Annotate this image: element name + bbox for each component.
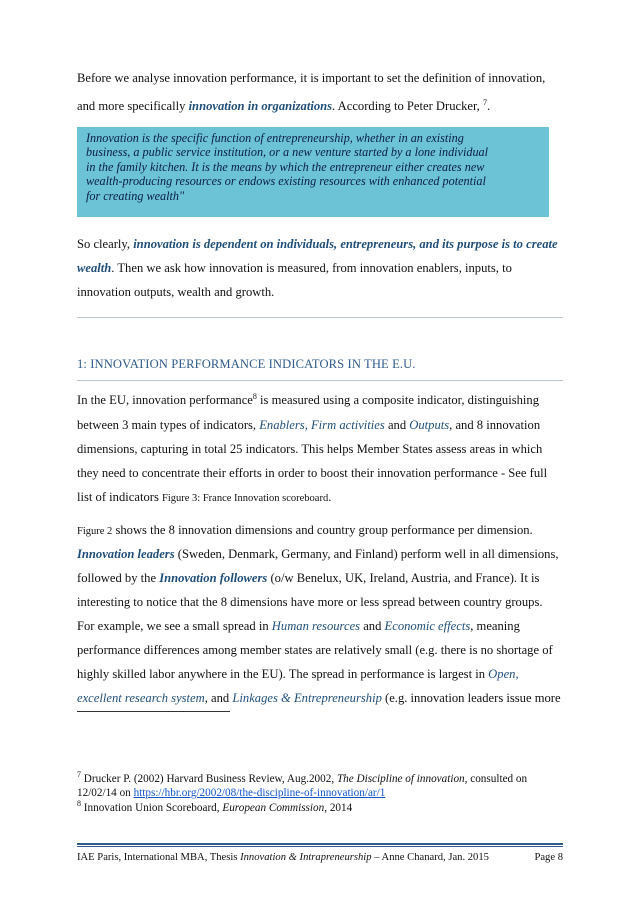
body-text: highly skilled labor anywhere in the EU). The spread in performance is largest in	[77, 667, 489, 681]
emphasis-innovation-in-organizations: innovation in organizations	[188, 99, 333, 113]
quote-line: Innovation is the specific function of entrepreneurship, whether in an existing	[86, 131, 464, 145]
body-text: and	[360, 619, 385, 633]
quote-line: wealth-producing resources or endows existing resources with enhanced potential	[86, 174, 486, 189]
body-text: , and	[204, 691, 233, 705]
emphasis-wealth: wealth	[77, 261, 112, 275]
quote-line: for creating wealth"	[86, 188, 185, 203]
body-text: For example, we see a small spread in	[77, 619, 272, 633]
body-text: (o/w Benelux, UK, Ireland, Austria, and France). It is	[267, 571, 540, 585]
para1-line-1	[77, 393, 539, 408]
body-text: between 3 main types of indicators,	[77, 418, 260, 432]
footnote-ref-8[interactable]: 8	[252, 392, 257, 401]
emphasis-outputs: Outputs	[409, 418, 450, 432]
emphasis-open: Open,	[488, 667, 519, 681]
body-text: is measured using a composite indicator, distinguishing	[256, 393, 540, 407]
emphasis-linkages-entrepreneurship: Linkages & Entrepreneurship	[232, 691, 382, 705]
section-heading: 1: INNOVATION PERFORMANCE INDICATORS IN THE E.U.	[77, 357, 416, 371]
para1-line-3	[77, 442, 542, 457]
body-text: dimensions, capturing in total 25 indicators. This helps Member States assess areas in which	[77, 442, 543, 456]
body-text: they need to concentrate their efforts in order to boost their innovation performance - See full	[77, 466, 548, 480]
body-text: followed by the	[77, 571, 160, 585]
body-text: .	[328, 490, 332, 504]
body-text: (e.g. innovation leaders issue more	[381, 691, 561, 705]
footnote-title: The Discipline of innovation	[336, 773, 465, 785]
footnote-text: , consulted on	[464, 773, 528, 785]
body-text: interesting to notice that the 8 dimensions have more or less spread between country groups.	[77, 595, 543, 609]
page-footer	[77, 852, 563, 863]
body-text: performance differences among member states are relatively small (e.g. there is no shortage of	[77, 643, 553, 657]
page-number: Page 8	[534, 852, 563, 863]
emphasis-economic-effects: Economic effects	[384, 619, 471, 633]
intro-line-1	[77, 71, 545, 86]
drucker-quote	[86, 131, 542, 203]
section-divider-top	[77, 317, 563, 318]
footnote-separator	[77, 711, 230, 712]
emphasis-excellent-research-system: excellent research system	[77, 691, 205, 705]
hbr-article-link[interactable]: https://hbr.org/2002/08/the-discipline-of-innovation/ar/1	[133, 787, 386, 799]
clearly-line-3	[77, 285, 274, 300]
para2-line-4	[77, 595, 543, 610]
para2-line-3	[77, 571, 539, 586]
footnote-8	[77, 799, 353, 814]
footer-rule	[77, 843, 563, 845]
intro-text: and more specifically	[77, 99, 189, 113]
figure-2-reference[interactable]: Figure 2	[77, 526, 113, 537]
emphasis-innovation-followers: Innovation followers	[159, 571, 268, 585]
intro-text: .	[486, 99, 491, 113]
footnote-text: 12/02/14 on	[77, 787, 134, 799]
footnote-text: Drucker P. (2002) Harvard Business Review, Aug.2002,	[81, 773, 337, 785]
para2-line-2	[77, 547, 559, 562]
para2-line-8	[77, 691, 561, 706]
para1-line-2	[77, 418, 540, 433]
footnote-8-number: 8	[77, 799, 81, 808]
para1-line-4	[77, 466, 547, 481]
body-text: , and 8 innovation	[449, 418, 541, 432]
intro-text: Before we analyse innovation performance, it is important to set the definition of innovation,	[77, 71, 546, 85]
body-text: and	[384, 418, 410, 432]
quote-line: business, a public service institution, or a new venture started by a lone individual	[86, 145, 489, 160]
intro-text: . According to Peter Drucker,	[332, 99, 483, 113]
footnote-text: , 2014	[324, 802, 353, 814]
emphasis-innovation-leaders: Innovation leaders	[77, 547, 175, 561]
body-text: . Then we ask how innovation is measured, from innovation enablers, inputs, to	[111, 261, 512, 275]
body-text: In the EU, innovation performance	[77, 393, 253, 407]
footer-thesis-title: Innovation & Intrapreneurship	[240, 852, 372, 863]
body-text: list of indicators	[77, 490, 162, 504]
footnote-7-line-1	[77, 770, 528, 785]
body-text: (Sweden, Denmark, Germany, and Finland) perform well in all dimensions,	[174, 547, 559, 561]
quote-line: in the family kitchen. It is the means by which the entrepreneur either creates new	[86, 159, 485, 174]
para2-line-1	[77, 523, 533, 538]
body-text: , meaning	[470, 619, 520, 633]
drucker-quote-box	[77, 127, 549, 217]
emphasis-human-resources: Human resources	[271, 619, 361, 633]
figure-3-reference[interactable]: Figure 3: France Innovation scoreboard	[162, 493, 329, 504]
footnote-ref-7[interactable]: 7	[482, 98, 487, 107]
clearly-line-2	[77, 261, 512, 276]
para1-line-5	[77, 490, 331, 505]
emphasis-enablers-firm-activities: Enablers, Firm activities	[259, 418, 385, 432]
para2-line-6	[77, 643, 553, 658]
body-text: shows the 8 innovation dimensions and country group performance per dimension.	[112, 523, 533, 537]
footnote-text: Innovation Union Scoreboard,	[81, 802, 223, 814]
para2-line-7	[77, 667, 519, 682]
intro-line-2	[77, 99, 490, 114]
footnote-7-line-2	[77, 787, 385, 799]
footer-text: – Anne Chanard, Jan. 2015	[371, 852, 489, 863]
emphasis-innovation-dependent: innovation is dependent on individuals, entrepreneurs, and its purpose is to create	[133, 237, 558, 251]
footer-rule-thin	[77, 846, 563, 847]
footer-text: IAE Paris, International MBA, Thesis	[77, 852, 241, 863]
para2-line-5	[77, 619, 520, 634]
body-text: So clearly,	[77, 237, 134, 251]
footnote-7-number: 7	[77, 770, 81, 779]
clearly-line-1	[77, 237, 558, 252]
body-text: innovation outputs, wealth and growth.	[77, 285, 275, 299]
section-divider-bottom	[77, 380, 563, 381]
footnote-source: European Commission	[222, 802, 325, 814]
